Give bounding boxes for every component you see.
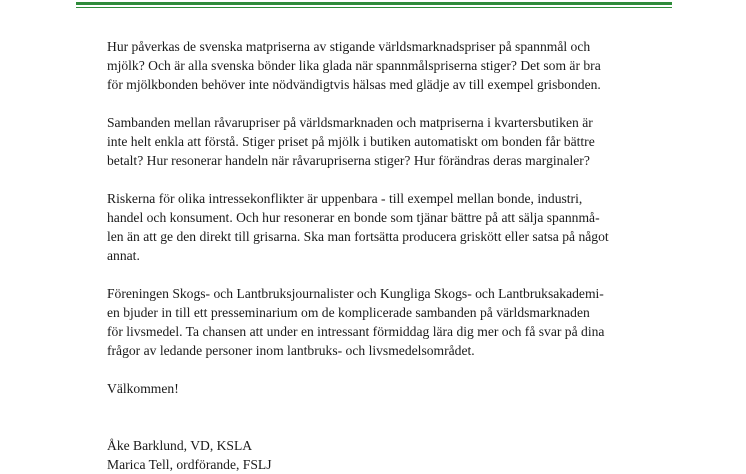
greeting — [107, 379, 647, 398]
paragraph-2 — [107, 113, 647, 170]
paragraph-line: len än att ge den direkt till grisarna. Ska man fortsätta producera griskött eller satsa på något — [107, 229, 609, 244]
header-rule-thin — [76, 7, 672, 8]
paragraph-line: för livsmedel. Ta chansen att under en intressant förmiddag lära dig mer och få svar på dina — [107, 324, 605, 339]
paragraph-line: handel och konsument. Och hur resonerar en bonde som tjänar bättre på att sälja spannmå- — [107, 210, 600, 225]
signature-line: Marica Tell, ordförande, FSLJ — [107, 457, 272, 472]
paragraph-line: Föreningen Skogs- och Lantbruksjournalister och Kungliga Skogs- och Lantbruksakademi- — [107, 286, 604, 301]
paragraph-4 — [107, 284, 647, 360]
spacer — [107, 417, 647, 436]
paragraph-line: Sambanden mellan råvarupriser på världsmarknaden och matpriserna i kvartersbutiken är — [107, 115, 593, 130]
signature-line: Åke Barklund, VD, KSLA — [107, 438, 253, 453]
paragraph-line: annat. — [107, 248, 140, 263]
paragraph-line: Hur påverkas de svenska matpriserna av stigande världsmarknadspriser på spannmål och — [107, 39, 591, 54]
paragraph-line: Riskerna för olika intressekonflikter är uppenbara - till exempel mellan bonde, industri, — [107, 191, 583, 206]
signature-block — [107, 436, 647, 474]
letter-body — [107, 37, 647, 474]
paragraph-line: för mjölkbonden behöver inte nödvändigtvis hälsas med glädje av till exempel grisbonden. — [107, 77, 601, 92]
paragraph-3 — [107, 189, 647, 265]
header-rule-thick — [76, 2, 672, 5]
paragraph-1 — [107, 37, 647, 94]
greeting-line: Välkommen! — [107, 381, 179, 396]
paragraph-line: betalt? Hur resonerar handeln när råvarupriserna stiger? Hur förändras deras marginaler? — [107, 153, 590, 168]
paragraph-line: frågor av ledande personer inom lantbruks- och livsmedelsområdet. — [107, 343, 475, 358]
paragraph-line: mjölk? Och är alla svenska bönder lika glada när spannmålspriserna stiger? Det som är bra — [107, 58, 601, 73]
paragraph-line: en bjuder in till ett presseminarium om de komplicerade sambanden på världsmarknaden — [107, 305, 590, 320]
paragraph-line: inte helt enkla att förstå. Stiger priset på mjölk i butiken automatiskt om bonden får bättre — [107, 134, 595, 149]
